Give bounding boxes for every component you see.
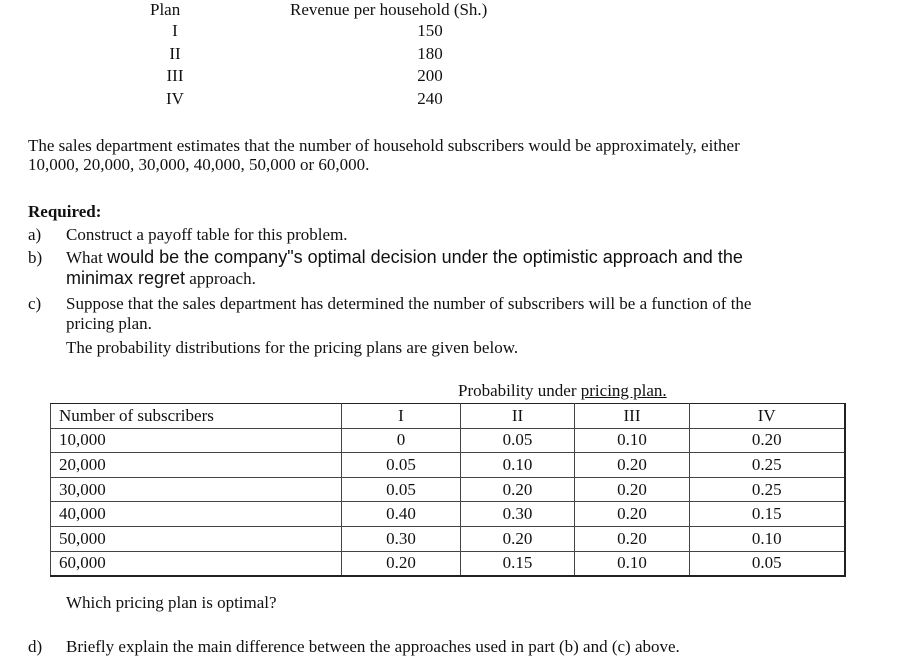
table-header-row <box>51 404 845 429</box>
plan-cell: I <box>172 21 178 40</box>
question-c: Which pricing plan is optimal? <box>66 593 277 612</box>
table-cell: 0.20 <box>575 526 690 551</box>
part-b-line1 <box>66 247 743 268</box>
part-b-pre: What <box>66 248 108 267</box>
table-header-cell: II <box>461 404 575 429</box>
item-marker: d) <box>28 637 43 656</box>
intro-line: The sales department estimates that the number of household subscribers would be approximately, either <box>28 136 740 155</box>
table-cell: 0.20 <box>342 551 461 576</box>
table-cell: 0.20 <box>690 428 845 453</box>
table-cell: 0.10 <box>575 428 690 453</box>
probability-table <box>50 403 846 577</box>
table-cell: 0.05 <box>690 551 845 576</box>
part-b-line2 <box>66 268 256 289</box>
revenue-cell: 240 <box>417 89 443 108</box>
table-cell: 60,000 <box>51 551 342 576</box>
revenue-cell: 180 <box>417 44 443 63</box>
table-cell: 20,000 <box>51 453 342 478</box>
plan-cell: IV <box>166 89 184 108</box>
table-cell: 50,000 <box>51 526 342 551</box>
table-cell: 0 <box>342 428 461 453</box>
item-marker: c) <box>28 294 42 313</box>
table-cell: 0.10 <box>461 453 575 478</box>
part-c-line: Suppose that the sales department has determined the number of subscribers will be a function of the <box>66 294 752 313</box>
table-cell: 0.20 <box>575 502 690 527</box>
table-row <box>51 526 845 551</box>
item-marker: b) <box>28 248 43 267</box>
table-header-cell: Number of subscribers <box>51 404 342 429</box>
table-row <box>51 477 845 502</box>
item-marker: a) <box>28 225 42 244</box>
part-b-sans: would be the company"s optimal decision under the optimistic approach and the <box>107 247 743 267</box>
part-c-line: The probability distributions for the pricing plans are given below. <box>66 338 519 357</box>
table-cell: 0.20 <box>575 477 690 502</box>
table-row <box>51 502 845 527</box>
table-cell: 0.05 <box>342 477 461 502</box>
table-cell: 40,000 <box>51 502 342 527</box>
table-cell: 10,000 <box>51 428 342 453</box>
table-cell: 0.20 <box>461 477 575 502</box>
plan-cell: II <box>169 44 181 63</box>
table-cell: 0.20 <box>461 526 575 551</box>
table-row <box>51 428 845 453</box>
table-cell: 0.20 <box>575 453 690 478</box>
table-cell: 30,000 <box>51 477 342 502</box>
revenue-cell: 150 <box>417 21 443 40</box>
plan-cell: III <box>166 66 184 85</box>
table-row <box>51 453 845 478</box>
revenue-header: Revenue per household (Sh.) <box>290 0 488 19</box>
table-cell: 0.25 <box>690 477 845 502</box>
part-c-line: pricing plan. <box>66 314 152 333</box>
table-cell: 0.15 <box>690 502 845 527</box>
part-b-sans-2: minimax regret <box>66 268 186 288</box>
part-d-text: Briefly explain the main difference between the approaches used in part (b) and (c) above. <box>66 637 680 656</box>
prob-caption: Probability under pricing plan. <box>458 381 667 400</box>
part-b-post: approach. <box>185 269 256 288</box>
revenue-cell: 200 <box>417 66 443 85</box>
table-row <box>51 551 845 576</box>
intro-line: 10,000, 20,000, 30,000, 40,000, 50,000 or 60,000. <box>28 155 370 174</box>
table-header-cell: III <box>575 404 690 429</box>
table-cell: 0.30 <box>342 526 461 551</box>
table-cell: 0.10 <box>575 551 690 576</box>
table-cell: 0.30 <box>461 502 575 527</box>
table-header-cell: IV <box>690 404 845 429</box>
plan-header: Plan <box>150 0 181 19</box>
table-cell: 0.10 <box>690 526 845 551</box>
part-a-text: Construct a payoff table for this problem. <box>66 225 348 244</box>
table-cell: 0.25 <box>690 453 845 478</box>
table-cell: 0.05 <box>461 428 575 453</box>
table-cell: 0.40 <box>342 502 461 527</box>
table-header-cell: I <box>342 404 461 429</box>
required-heading: Required: <box>28 202 102 221</box>
table-cell: 0.05 <box>342 453 461 478</box>
table-cell: 0.15 <box>461 551 575 576</box>
